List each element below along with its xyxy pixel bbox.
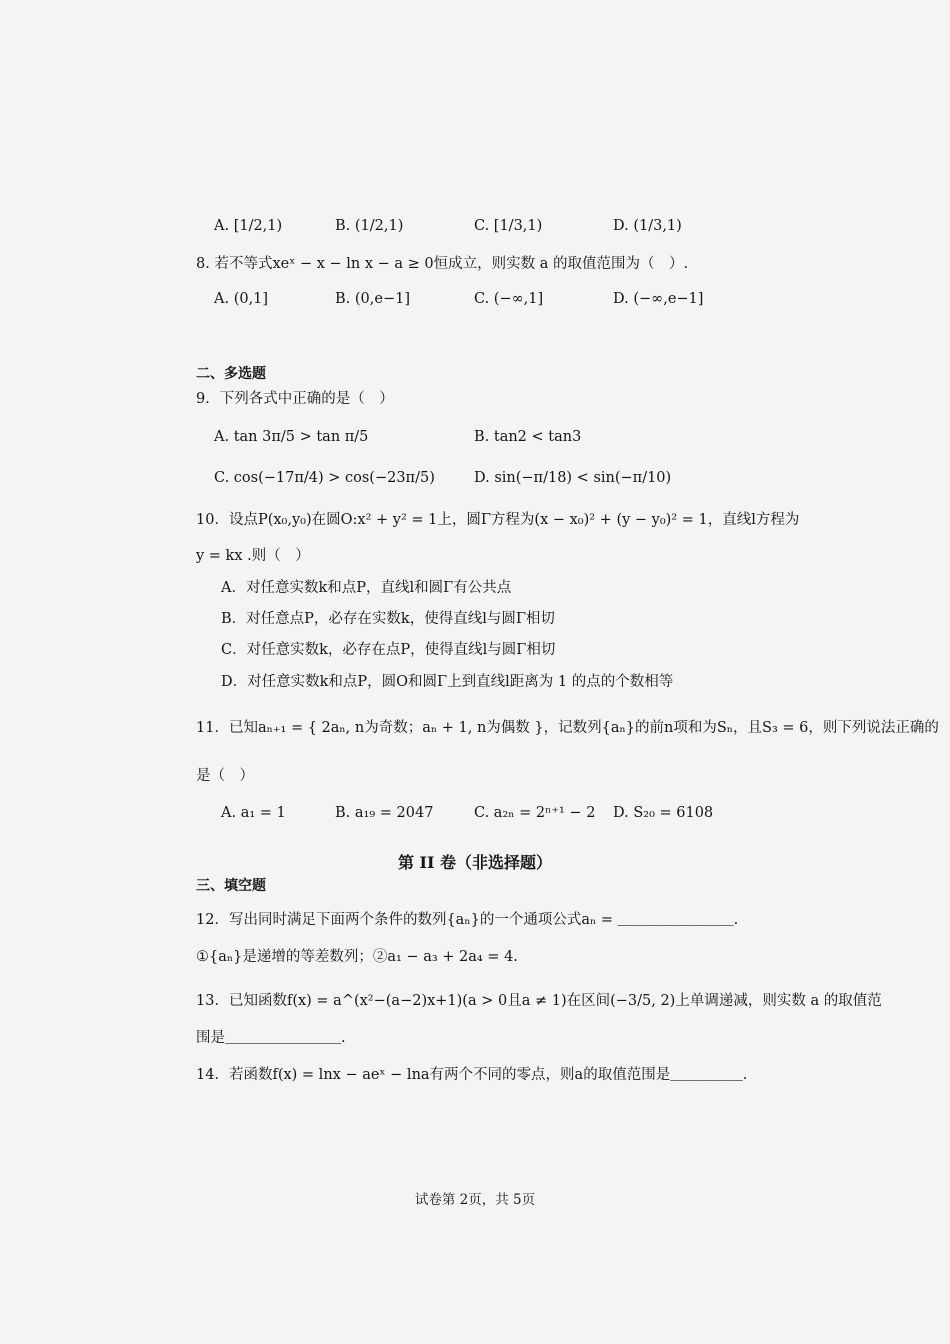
q12-conditions: ①{aₙ}是递增的等差数列；②a₁ − a₃ + 2a₄ = 4. <box>196 949 518 965</box>
section-heading-multi-choice: 二、多选题 <box>196 366 266 382</box>
q8-option-a: A. (0,1] <box>214 291 269 307</box>
q14-stem: 14．若函数f(x) = lnx − aeˣ − lna有两个不同的零点，则a的取值范围是＿＿＿＿＿. <box>196 1067 748 1083</box>
page-footer: 试卷第 2页，共 5页 <box>414 1192 536 1208</box>
q7-option-a: A. [1/2,1) <box>214 218 283 234</box>
q11-option-b: B. a₁₉ = 2047 <box>335 805 434 821</box>
q11-stem-line1: 11．已知aₙ₊₁ = { 2aₙ, n为奇数；aₙ + 1, n为偶数 }，记数列{aₙ}的前n项和为Sₙ，且S₃ = 6，则下列说法正确的 <box>196 720 939 736</box>
q8-stem: 8. 若不等式xeˣ − x − ln x − a ≥ 0恒成立，则实数 a 的取值范围为（ ）. <box>196 256 689 272</box>
volume-title: 第 II 卷（非选择题） <box>397 853 553 872</box>
q10-option-a: A．对任意实数k和点P，直线l和圆Γ有公共点 <box>221 580 512 596</box>
q10-option-d: D．对任意实数k和点P，圆O和圆Γ上到直线l距离为 1 的点的个数相等 <box>221 674 674 690</box>
q11-option-d: D. S₂₀ = 6108 <box>613 805 714 821</box>
q12-stem: 12．写出同时满足下面两个条件的数列{aₙ}的一个通项公式aₙ = ＿＿＿＿＿＿＿＿. <box>196 912 739 928</box>
q9-option-c: C. cos(−17π/4) > cos(−23π/5) <box>214 470 435 486</box>
q7-option-d: D. (1/3,1) <box>613 218 682 234</box>
q11-stem-line2: 是（ ） <box>196 768 254 784</box>
q10-stem-line1: 10．设点P(x₀,y₀)在圆O:x² + y² = 1上，圆Γ方程为(x − x₀)² + (y − y₀)² = 1，直线l方程为 <box>196 512 800 528</box>
q7-option-b: B. (1/2,1) <box>335 218 404 234</box>
q7-option-c: C. [1/3,1) <box>474 218 543 234</box>
q8-option-b: B. (0,e−1] <box>335 291 410 307</box>
q9-option-b: B. tan2 < tan3 <box>474 429 582 445</box>
q8-option-d: D. (−∞,e−1] <box>613 291 704 307</box>
q9-option-d: D. sin(−π/18) < sin(−π/10) <box>474 470 672 486</box>
section-heading-fill-blank: 三、填空题 <box>196 878 266 894</box>
q11-option-a: A. a₁ = 1 <box>221 805 286 821</box>
q10-option-c: C．对任意实数k，必存在点P，使得直线l与圆Γ相切 <box>221 642 556 658</box>
q11-option-c: C. a₂ₙ = 2ⁿ⁺¹ − 2 <box>474 805 596 821</box>
q9-stem: 9．下列各式中正确的是（ ） <box>196 391 394 407</box>
q13-stem-line1: 13．已知函数f(x) = a^(x²−(a−2)x+1)(a > 0且a ≠ 1)在区间(−3/5, 2)上单调递减，则实数 a 的取值范 <box>196 993 882 1009</box>
q10-stem-line2: y = kx .则（ ） <box>196 548 310 564</box>
q10-option-b: B．对任意点P，必存在实数k，使得直线l与圆Γ相切 <box>221 611 555 627</box>
q8-option-c: C. (−∞,1] <box>474 291 544 307</box>
q9-option-a: A. tan 3π/5 > tan π/5 <box>214 429 369 445</box>
q13-stem-line2: 围是＿＿＿＿＿＿＿＿. <box>196 1030 346 1046</box>
